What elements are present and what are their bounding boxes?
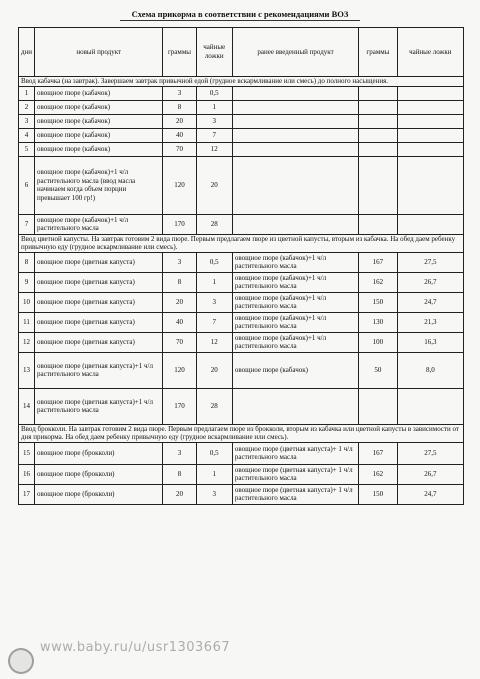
spoons-2-cell: 21,3 xyxy=(397,312,463,332)
grams-cell: 8 xyxy=(163,272,196,292)
new-product-cell: овощное пюре (кабачок)+1 ч/л растительного масла (ввод масла начинаем когда объем порции превышает 100 гр!) xyxy=(35,156,163,214)
new-product-cell: овощное пюре (кабачок) xyxy=(35,114,163,128)
table-row xyxy=(19,128,464,142)
day-cell: 5 xyxy=(19,142,35,156)
day-cell: 8 xyxy=(19,252,35,272)
document-title: Схема прикорма в соответствии с рекомендациями ВОЗ xyxy=(120,9,360,21)
watermark-text: www.baby.ru/u/usr1303667 xyxy=(40,640,231,655)
prev-product-cell xyxy=(232,156,358,214)
prev-product-cell xyxy=(232,114,358,128)
table-row xyxy=(19,332,464,352)
table-row xyxy=(19,252,464,272)
new-product-cell: овощное пюре (кабачок) xyxy=(35,100,163,114)
prev-product-cell: овощное пюре (кабачок) xyxy=(232,352,358,388)
day-cell: 14 xyxy=(19,388,35,424)
grams-cell: 3 xyxy=(163,442,196,464)
grams-cell: 40 xyxy=(163,312,196,332)
prev-product-cell: овощное пюре (цветная капуста)+ 1 ч/л растительного масла xyxy=(232,484,358,504)
header-spoons-2: чайные ложки xyxy=(397,28,463,77)
day-cell: 11 xyxy=(19,312,35,332)
spoons-cell: 1 xyxy=(196,272,232,292)
section-row xyxy=(19,234,464,252)
grams-2-cell xyxy=(359,86,398,100)
spoons-cell: 1 xyxy=(196,100,232,114)
spoons-2-cell xyxy=(397,86,463,100)
grams-cell: 120 xyxy=(163,156,196,214)
table-row xyxy=(19,114,464,128)
watermark-logo-icon xyxy=(8,648,34,674)
prev-product-cell: овощное пюре (кабачок)+1 ч/л растительного масла xyxy=(232,332,358,352)
prev-product-cell: овощное пюре (кабачок)+1 ч/л растительного масла xyxy=(232,272,358,292)
spoons-cell: 28 xyxy=(196,388,232,424)
day-cell: 1 xyxy=(19,86,35,100)
grams-2-cell: 150 xyxy=(359,484,398,504)
spoons-cell: 20 xyxy=(196,352,232,388)
spoons-2-cell: 24,7 xyxy=(397,484,463,504)
grams-2-cell xyxy=(359,100,398,114)
spoons-cell: 3 xyxy=(196,114,232,128)
grams-cell: 20 xyxy=(163,292,196,312)
grams-cell: 170 xyxy=(163,388,196,424)
new-product-cell: овощное пюре (цветная капуста)+1 ч/л растительного масла xyxy=(35,352,163,388)
header-grams: граммы xyxy=(163,28,196,77)
section-row xyxy=(19,424,464,442)
new-product-cell: овощное пюре (цветная капуста)+1 ч/л растительного масла xyxy=(35,388,163,424)
header-prev-product: ранее введенный продукт xyxy=(232,28,358,77)
grams-2-cell: 167 xyxy=(359,442,398,464)
spoons-cell: 0,5 xyxy=(196,252,232,272)
spoons-2-cell: 27,5 xyxy=(397,252,463,272)
spoons-2-cell: 24,7 xyxy=(397,292,463,312)
grams-2-cell xyxy=(359,388,398,424)
new-product-cell: овощное пюре (брокколи) xyxy=(35,442,163,464)
table-row xyxy=(19,484,464,504)
grams-2-cell: 167 xyxy=(359,252,398,272)
spoons-2-cell xyxy=(397,142,463,156)
table-row xyxy=(19,214,464,234)
grams-2-cell: 162 xyxy=(359,272,398,292)
day-cell: 7 xyxy=(19,214,35,234)
grams-cell: 20 xyxy=(163,114,196,128)
new-product-cell: овощное пюре (цветная капуста) xyxy=(35,272,163,292)
table-row xyxy=(19,86,464,100)
spoons-2-cell: 27,5 xyxy=(397,442,463,464)
spoons-cell: 7 xyxy=(196,312,232,332)
new-product-cell: овощное пюре (кабачок) xyxy=(35,128,163,142)
table-row xyxy=(19,272,464,292)
grams-cell: 120 xyxy=(163,352,196,388)
new-product-cell: овощное пюре (цветная капуста) xyxy=(35,292,163,312)
section-description: Ввод цветной капусты. На завтрак готовим 2 вида пюре. Первым предлагаем пюре из цветной капусты, вторым из кабачка. На обед даем ребенку привычную еду (грудное вскармливание или смесь). xyxy=(19,234,464,252)
day-cell: 4 xyxy=(19,128,35,142)
grams-2-cell: 50 xyxy=(359,352,398,388)
prev-product-cell xyxy=(232,86,358,100)
grams-2-cell xyxy=(359,156,398,214)
day-cell: 3 xyxy=(19,114,35,128)
spoons-2-cell xyxy=(397,214,463,234)
new-product-cell: овощное пюре (цветная капуста) xyxy=(35,332,163,352)
spoons-2-cell xyxy=(397,114,463,128)
spoons-cell: 0,5 xyxy=(196,442,232,464)
grams-cell: 40 xyxy=(163,128,196,142)
prev-product-cell xyxy=(232,128,358,142)
spoons-2-cell xyxy=(397,128,463,142)
prev-product-cell: овощное пюре (цветная капуста)+ 1 ч/л растительного масла xyxy=(232,464,358,484)
grams-2-cell xyxy=(359,114,398,128)
spoons-2-cell xyxy=(397,100,463,114)
spoons-cell: 7 xyxy=(196,128,232,142)
new-product-cell: овощное пюре (кабачок) xyxy=(35,142,163,156)
grams-cell: 70 xyxy=(163,142,196,156)
section-row xyxy=(19,77,464,87)
day-cell: 17 xyxy=(19,484,35,504)
prev-product-cell: овощное пюре (кабачок)+1 ч/л растительного масла xyxy=(232,292,358,312)
day-cell: 12 xyxy=(19,332,35,352)
header-new-product: новый продукт xyxy=(35,28,163,77)
new-product-cell: овощное пюре (цветная капуста) xyxy=(35,252,163,272)
prev-product-cell: овощное пюре (цветная капуста)+ 1 ч/л растительного масла xyxy=(232,442,358,464)
new-product-cell: овощное пюре (брокколи) xyxy=(35,484,163,504)
spoons-2-cell: 8,0 xyxy=(397,352,463,388)
spoons-2-cell: 26,7 xyxy=(397,464,463,484)
table-row xyxy=(19,142,464,156)
table-row xyxy=(19,292,464,312)
grams-2-cell xyxy=(359,142,398,156)
spoons-2-cell xyxy=(397,156,463,214)
grams-2-cell xyxy=(359,128,398,142)
day-cell: 10 xyxy=(19,292,35,312)
table-row xyxy=(19,100,464,114)
prev-product-cell xyxy=(232,388,358,424)
table-row xyxy=(19,312,464,332)
table-row xyxy=(19,352,464,388)
day-cell: 9 xyxy=(19,272,35,292)
table-row xyxy=(19,464,464,484)
header-grams-2: граммы xyxy=(359,28,398,77)
grams-cell: 8 xyxy=(163,100,196,114)
spoons-cell: 0,5 xyxy=(196,86,232,100)
spoons-2-cell: 16,3 xyxy=(397,332,463,352)
table-row xyxy=(19,388,464,424)
feeding-schedule-table xyxy=(18,27,464,505)
grams-cell: 3 xyxy=(163,86,196,100)
day-cell: 13 xyxy=(19,352,35,388)
day-cell: 6 xyxy=(19,156,35,214)
day-cell: 2 xyxy=(19,100,35,114)
prev-product-cell xyxy=(232,214,358,234)
prev-product-cell: овощное пюре (кабачок)+1 ч/л растительного масла xyxy=(232,312,358,332)
spoons-cell: 12 xyxy=(196,142,232,156)
prev-product-cell xyxy=(232,100,358,114)
new-product-cell: овощное пюре (брокколи) xyxy=(35,464,163,484)
spoons-cell: 12 xyxy=(196,332,232,352)
spoons-cell: 3 xyxy=(196,484,232,504)
grams-cell: 170 xyxy=(163,214,196,234)
spoons-2-cell xyxy=(397,388,463,424)
grams-2-cell: 100 xyxy=(359,332,398,352)
section-description: Ввод брокколи. На завтрак готовим 2 вида пюре. Первым предлагаем пюре из брокколи, вторым из кабачка или цветной капусты в зависимости от дня прикорма. На обед даем ребенку привычную еду (грудное вскармливание или смесь). xyxy=(19,424,464,442)
grams-cell: 8 xyxy=(163,464,196,484)
new-product-cell: овощное пюре (кабачок)+1 ч/л растительного масла xyxy=(35,214,163,234)
grams-2-cell: 150 xyxy=(359,292,398,312)
day-cell: 16 xyxy=(19,464,35,484)
new-product-cell: овощное пюре (кабачок) xyxy=(35,86,163,100)
spoons-2-cell: 26,7 xyxy=(397,272,463,292)
grams-cell: 3 xyxy=(163,252,196,272)
spoons-cell: 3 xyxy=(196,292,232,312)
grams-cell: 20 xyxy=(163,484,196,504)
grams-cell: 70 xyxy=(163,332,196,352)
table-row xyxy=(19,156,464,214)
header-day: дни xyxy=(19,28,35,77)
spoons-cell: 20 xyxy=(196,156,232,214)
grams-2-cell: 162 xyxy=(359,464,398,484)
day-cell: 15 xyxy=(19,442,35,464)
grams-2-cell xyxy=(359,214,398,234)
table-row xyxy=(19,442,464,464)
header-row xyxy=(19,28,464,77)
spoons-cell: 28 xyxy=(196,214,232,234)
prev-product-cell: овощное пюре (кабачок)+1 ч/л растительного масла xyxy=(232,252,358,272)
spoons-cell: 1 xyxy=(196,464,232,484)
section-description: Ввод кабачка (на завтрак). Завершаем завтрак привычной едой (грудное вскармливание или смесь) до полного насыщения. xyxy=(19,77,464,87)
prev-product-cell xyxy=(232,142,358,156)
header-spoons: чайные ложки xyxy=(196,28,232,77)
grams-2-cell: 130 xyxy=(359,312,398,332)
new-product-cell: овощное пюре (цветная капуста) xyxy=(35,312,163,332)
